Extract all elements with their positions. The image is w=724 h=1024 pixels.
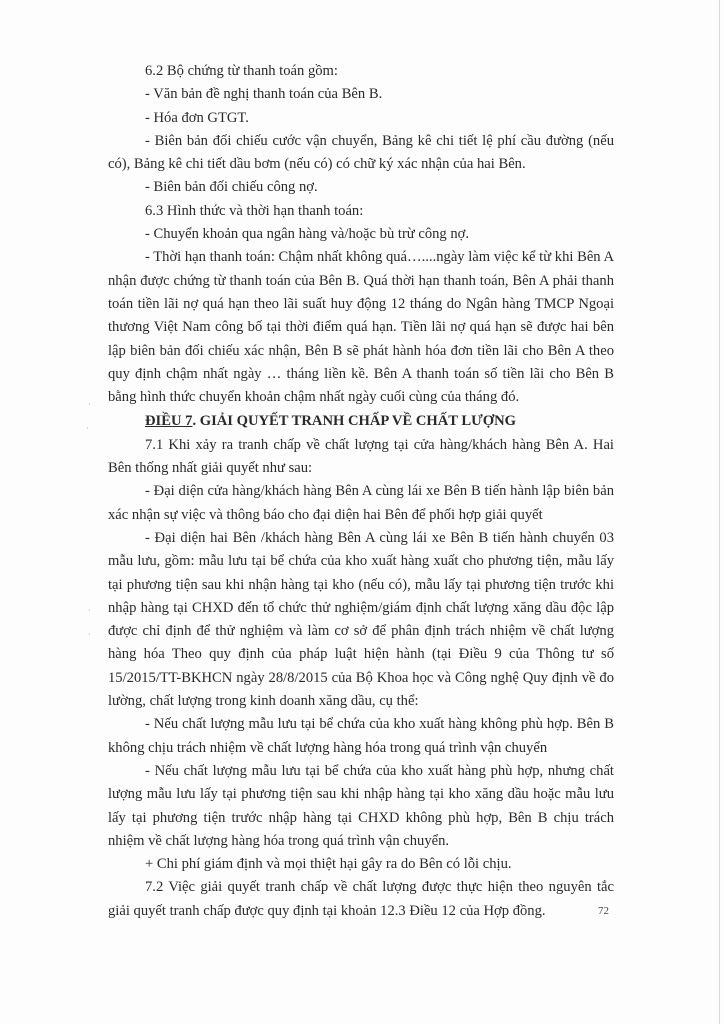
- page-number: 72: [598, 905, 609, 917]
- article-7-label: ĐIỀU 7: [145, 413, 193, 430]
- section-6-2-title: 6.2 Bộ chứng từ thanh toán gồm:: [145, 63, 338, 79]
- scan-mark: ·: [86, 424, 89, 433]
- page-edge-line: [719, 0, 720, 1024]
- scan-mark: ·: [88, 400, 91, 409]
- section-6-3-title: 6.3 Hình thức và thời hạn thanh toán:: [145, 202, 364, 219]
- list-item: - Nếu chất lượng mẫu lưu tại bể chứa của kho xuất hàng không phù hợp. Bên B không chịu trách nhiệm về chất lượng hàng hóa trong quá trình vận chuyển: [108, 716, 614, 756]
- list-item: - Đại diện hai Bên /khách hàng Bên A cùng lái xe Bên B tiến hành chuyển 03 mẫu lưu, gồm: mẫu lưu tại bể chứa của kho xuất hàng xuất cho phương tiện, mẫu lấy tại phương tiện sau khi nhận hàng tại kho (nếu có), mẫu lấy tại phương tiện trước khi nhập hàng tại CHXD đến tổ chức thử nghiệm/giám định chất lượng xăng dầu độc lập được chỉ định để thử nghiệm và làm cơ sở để phân định trách nhiệm về chất lượng hàng hóa Theo quy định của pháp luật hiện hành (tại Điều 9 của Thông tư số 15/2015/TT-BKHCN ngày 28/8/2015 của Bộ Khoa học và Công nghệ Quy định về đo lường, chất lượng trong kinh doanh xăng dầu, cụ thể:: [108, 529, 614, 710]
- payment-term-paragraph: - Thời hạn thanh toán: Chậm nhất không quá…....ngày làm việc kể từ khi Bên A nhận được chứng từ thanh toán của Bên B. Quá thời hạn thanh toán, Bên A phải thanh toán tiền lãi nợ quá hạn theo lãi suất huy động 12 tháng do Ngân hàng TMCP Ngoại thương Việt Nam công bố tại thời điểm quá hạn. Tiền lãi nợ quá hạn sẽ được hai bên lập biên bản đối chiếu xác nhận, Bên B sẽ phát hành hóa đơn tiền lãi cho Bên A theo quy định chậm nhất ngày … tháng liền kề. Bên A thanh toán số tiền lãi cho Bên B bằng hình thức chuyển khoản chậm nhất ngày cuối cùng của tháng đó.: [108, 249, 614, 406]
- article-7-title: . GIẢI QUYẾT TRANH CHẤP VỀ CHẤT LƯỢNG: [192, 413, 516, 430]
- section-7-2-paragraph: 7.2 Việc giải quyết tranh chấp về chất lượng được thực hiện theo nguyên tắc giải quyết tranh chấp được quy định tại khoản 12.3 Điều 12 của Hợp đồng.: [108, 879, 614, 919]
- list-item: - Biên bản đối chiếu công nợ.: [145, 179, 318, 196]
- list-item: - Đại diện cửa hàng/khách hàng Bên A cùng lái xe Bên B tiến hành lập biên bản xác nhận sự việc và thông báo cho đại diện hai Bên để phối hợp giải quyết: [108, 483, 614, 523]
- list-item: + Chi phí giám định và mọi thiệt hại gây ra do Bên có lỗi chịu.: [145, 856, 512, 873]
- list-item: - Biên bản đối chiếu cước vận chuyển, Bảng kê chi tiết lệ phí cầu đường (nếu có), Bảng kê chi tiết dầu bơm (nếu có) có chữ ký xác nhận của hai Bên.: [108, 132, 614, 173]
- list-item: - Văn bản đề nghị thanh toán của Bên B.: [145, 86, 383, 103]
- list-item: - Chuyển khoản qua ngân hàng và/hoặc bù trừ công nợ.: [145, 226, 470, 243]
- section-7-1-paragraph: 7.1 Khi xảy ra tranh chấp về chất lượng tại cửa hàng/khách hàng Bên A. Hai Bên thống nhất giải quyết như sau:: [108, 436, 614, 477]
- document-body: [108, 60, 614, 923]
- scan-mark: ·: [88, 630, 91, 639]
- scan-mark: ·: [88, 606, 91, 615]
- list-item: - Hóa đơn GTGT.: [145, 109, 249, 126]
- list-item: - Nếu chất lượng mẫu lưu tại bể chứa của kho xuất hàng phù hợp, nhưng chất lượng mẫu lưu lấy tại phương tiện sau khi nhập hàng tại kho xăng dầu hoặc mẫu lưu lấy tại phương tiện trước nhập hàng tại CHXD không phù hợp, Bên B chịu trách nhiệm về chất lượng hàng hóa trong quá trình vận chuyển.: [108, 762, 614, 849]
- article-7-heading: [108, 410, 614, 433]
